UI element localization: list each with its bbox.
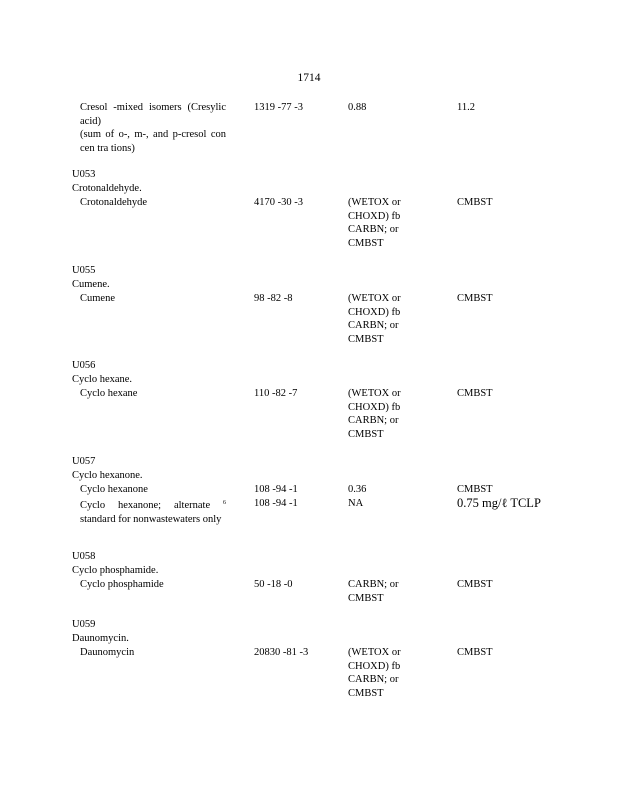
page-number: 1714 [297,72,321,84]
cas-number: 98 -82 -8 [254,293,293,304]
constituent-name [80,497,226,526]
cas-number: 108 -94 -1 [254,484,298,495]
nonwastewater-standard: 0.75 mg/ℓ TCLP [457,496,541,510]
waste-group: Crotonaldehyde. [72,183,142,194]
constituent-name: Cyclo phosphamide [80,579,164,590]
cas-number: 1319 -77 -3 [254,102,303,113]
cas-number: 50 -18 -0 [254,579,293,590]
nonwastewater-standard: CMBST [457,647,493,658]
waste-code: U053 [72,169,96,180]
name-line: Cresol -mixed isomers (Cresylic acid) [80,102,226,127]
waste-code: U057 [72,456,96,467]
constituent-name: Cyclo hexane [80,388,138,399]
waste-group: Cyclo hexane. [72,374,133,385]
waste-group: Cyclo phosphamide. [72,565,159,576]
name-text-continued: standard for nonwastewaters only [80,513,222,525]
waste-code: U056 [72,360,96,371]
waste-group: Cumene. [72,279,110,290]
constituent-name [80,101,226,155]
constituent-name: Crotonaldehyde [80,197,148,208]
cas-number: 20830 -81 -3 [254,647,309,658]
cas-number: 108 -94 -1 [254,498,298,509]
waste-code: U055 [72,265,96,276]
constituent-name: Cyclo hexanone [80,484,148,495]
nonwastewater-standard: CMBST [457,579,493,590]
name-text: Cyclo hexanone; alternate [80,500,211,511]
waste-code: U058 [72,551,96,562]
wastewater-standard: 0.36 [348,484,367,495]
wastewater-standard: CARBN; or CMBST [348,579,399,604]
wastewater-standard: NA [348,498,364,509]
waste-group: Cyclo hexanone. [72,470,143,481]
nonwastewater-standard: 11.2 [457,102,475,113]
wastewater-standard: (WETOX or CHOXD) fb CARBN; or CMBST [348,647,401,699]
nonwastewater-standard: CMBST [457,388,493,399]
cas-number: 110 -82 -7 [254,388,298,399]
footnote-marker: 6 [223,500,226,506]
wastewater-standard: (WETOX or CHOXD) fb CARBN; or CMBST [348,388,401,440]
name-line: (sum of o-, m-, and p-cresol con cen tra tions) [80,129,226,154]
nonwastewater-standard: CMBST [457,484,493,495]
wastewater-standard: 0.88 [348,102,367,113]
cas-number: 4170 -30 -3 [254,197,303,208]
constituent-name: Cumene [80,293,115,304]
nonwastewater-standard: CMBST [457,293,493,304]
nonwastewater-standard: CMBST [457,197,493,208]
waste-group: Daunomycin. [72,633,129,644]
wastewater-standard: (WETOX or CHOXD) fb CARBN; or CMBST [348,293,401,345]
wastewater-standard: (WETOX or CHOXD) fb CARBN; or CMBST [348,197,401,249]
waste-code: U059 [72,619,96,630]
constituent-name: Daunomycin [80,647,135,658]
